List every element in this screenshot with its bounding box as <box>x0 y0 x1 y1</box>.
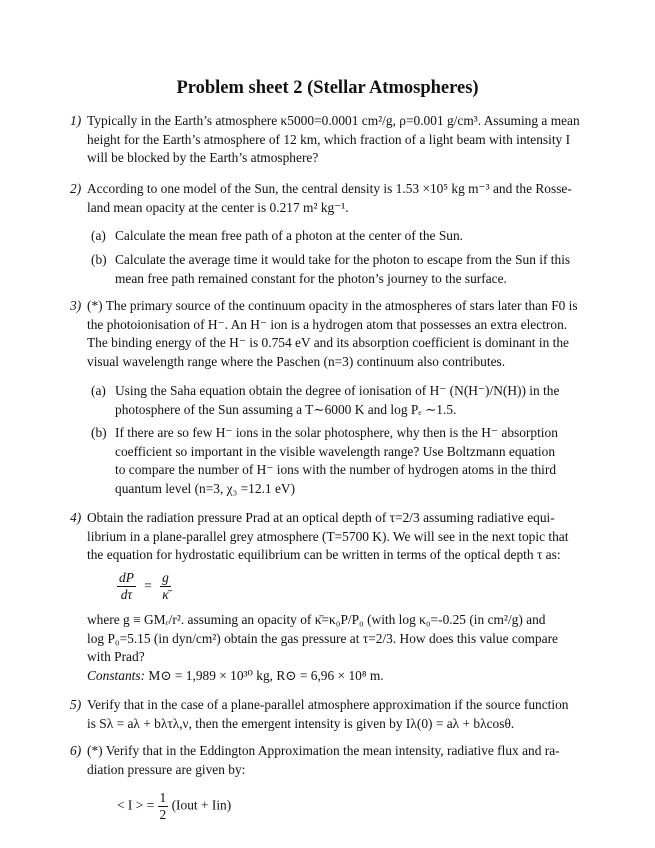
part-line: mean free path remained constant for the photon’s journey to the surface. <box>115 270 507 286</box>
part-line: Calculate the average time it would take for the photon to escape from the Sun if this <box>115 252 571 267</box>
problem-3 <box>70 297 595 371</box>
equation-fraction-right <box>160 570 171 603</box>
problem-2 <box>70 180 595 217</box>
problem-number: 4) <box>70 510 82 525</box>
constants-line <box>87 667 595 686</box>
problem-6 <box>70 742 595 779</box>
problem-line: Obtain the radiation pressure Prad at an optical depth of τ=2/3 assuming radiative equi- <box>87 510 555 525</box>
problem-line: Typically in the Earth’s atmosphere κ5000=0.0001 cm²/g, ρ=0.001 g/cm³. Assuming a mean <box>87 113 580 128</box>
equation-numerator: g <box>162 570 169 585</box>
constants-text: M⊙ = 1,989 × 10³⁰ kg, R⊙ = 6,96 × 10⁸ m. <box>148 667 384 683</box>
problem-line: the equation for hydrostatic equilibrium can be written in terms of the optical depth τ as: <box>87 547 561 563</box>
equation-denominator: κ̄ <box>162 587 169 602</box>
problem-line: diation pressure are given by: <box>87 761 246 777</box>
problem-line: with Prad? <box>87 649 145 665</box>
part-line: to compare the number of H⁻ ions with the number of hydrogen atoms in the third <box>115 462 557 478</box>
problem-line: librium in a plane-parallel grey atmosphere (T=5700 K). We will see in the next topic that <box>87 528 569 544</box>
problem-number: 6) <box>70 743 82 758</box>
problem-2-part-a <box>91 227 595 246</box>
mean-intensity-equation <box>117 790 231 823</box>
equation-denominator: dτ <box>120 587 133 602</box>
problem-line: According to one model of the Sun, the central density is 1.53 ×10⁵ kg m⁻³ and the Rosse- <box>87 181 572 196</box>
problem-line: where g ≡ GMᵣ/r². assuming an opacity of κ̄=κ₀P/P₀ (with log κ₀=-0.25 (in cm²/g) and <box>87 612 546 627</box>
problem-line: Verify that in the case of a plane-parallel atmosphere approximation if the source function <box>87 697 569 712</box>
hydrostatic-equation <box>117 570 171 603</box>
part-line: Calculate the mean free path of a photon at the center of the Sun. <box>115 228 464 243</box>
problem-line: (*) The primary source of the continuum opacity in the atmospheres of stars later than F0 is <box>87 298 578 313</box>
problem-number: 1) <box>70 113 82 128</box>
part-line: If there are so few H⁻ ions in the solar photosphere, why then is the H⁻ absorption <box>115 425 558 440</box>
equation-equals: = <box>144 577 152 593</box>
problem-number: 5) <box>70 697 82 712</box>
problem-4 <box>70 509 595 565</box>
problem-1 <box>70 112 595 168</box>
problem-line: visual wavelength range where the Paschen (n=3) continuum also contributes. <box>87 353 506 369</box>
part-line: Using the Saha equation obtain the degree of ionisation of H⁻ (N(H⁻)/N(H)) in the <box>115 383 560 398</box>
problem-line: log P₀=5.15 (in dyn/cm²) obtain the gas pressure at τ=2/3. How does this value compare <box>87 630 558 646</box>
part-line: quantum level (n=3, χ₃ =12.1 eV) <box>115 480 296 496</box>
problem-line: will be blocked by the Earth’s atmosphere? <box>87 150 319 166</box>
problem-number: 3) <box>70 298 82 313</box>
equation-denominator: 2 <box>159 807 167 822</box>
problem-line: (*) Verify that in the Eddington Approximation the mean intensity, radiative flux and ra- <box>87 743 560 758</box>
part-label: (a) <box>91 228 106 243</box>
problem-line: the photoionisation of H⁻. An H⁻ ion is a hydrogen atom that possesses an extra electron. <box>87 316 568 332</box>
problem-4-continued <box>87 611 595 685</box>
problem-line: The binding energy of the H⁻ is 0.754 eV and its absorption coefficient is dominant in the <box>87 335 569 351</box>
equation-fraction <box>158 790 169 823</box>
problem-line: is Sλ = aλ + bλτλ,ν, then the emergent intensity is given by Iλ(0) = aλ + bλcosθ. <box>87 715 515 731</box>
equation-numerator: 1 <box>159 790 167 805</box>
equation-numerator: dP <box>119 570 134 585</box>
problem-line: land mean opacity at the center is 0.217 m² kg⁻¹. <box>87 199 349 215</box>
equation-rhs: (Iout + Iin) <box>171 797 232 813</box>
part-line: photosphere of the Sun assuming a T∼6000 K and log Pₑ ∼1.5. <box>115 401 457 417</box>
page-title: Problem sheet 2 (Stellar Atmospheres) <box>176 78 479 98</box>
part-label: (b) <box>91 425 107 440</box>
equation-lhs: < I > = <box>117 797 155 813</box>
problem-3-part-a <box>91 382 595 419</box>
problem-number: 2) <box>70 181 82 196</box>
part-label: (a) <box>91 383 106 398</box>
problem-2-part-b <box>91 251 595 288</box>
problem-5 <box>70 696 595 733</box>
problem-3-part-b <box>91 424 595 498</box>
part-label: (b) <box>91 252 107 267</box>
part-line: coefficient so important in the visible wavelength range? Use Boltzmann equation <box>115 443 556 459</box>
equation-fraction-left <box>117 570 136 603</box>
constants-label: Constants: <box>87 667 146 683</box>
problem-line: height for the Earth’s atmosphere of 12 km, which fraction of a light beam with intensity I <box>87 131 571 147</box>
